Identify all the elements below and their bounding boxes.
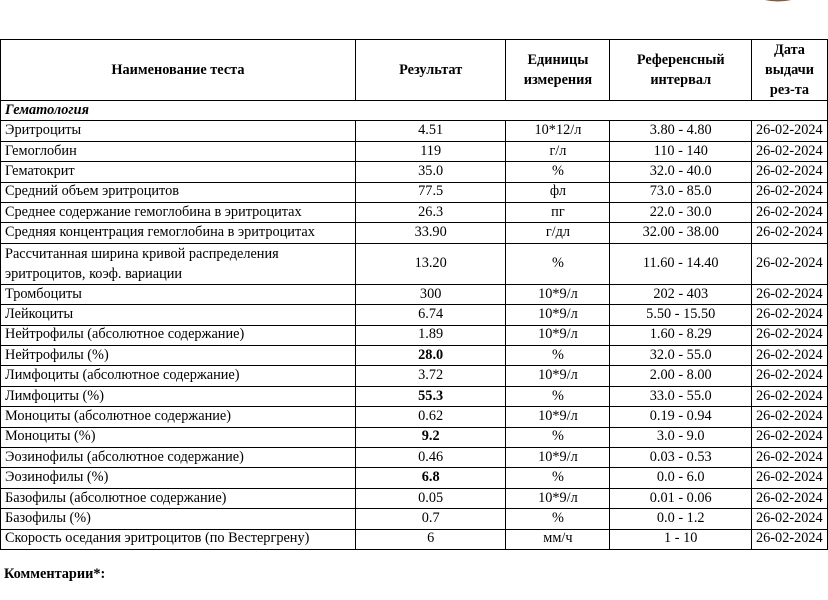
reference-cell: 32.00 - 38.00 xyxy=(610,223,752,243)
reference-cell: 11.60 - 14.40 xyxy=(610,243,752,284)
reference-cell: 1.60 - 8.29 xyxy=(610,325,752,345)
test-name-cell: Нейтрофилы (%) xyxy=(1,345,356,365)
seal-stamp-icon xyxy=(718,0,828,30)
table-row xyxy=(1,141,828,161)
result-cell: 0.62 xyxy=(355,407,506,427)
date-cell: 26-02-2024 xyxy=(751,284,827,304)
result-cell: 119 xyxy=(355,141,506,161)
test-name-cell: Скорость оседания эритроцитов (по Вестергрену) xyxy=(1,529,356,549)
table-row xyxy=(1,182,828,202)
test-name-cell: Тромбоциты xyxy=(1,284,356,304)
unit-cell: фл xyxy=(506,182,610,202)
reference-cell: 0.0 - 6.0 xyxy=(610,468,752,488)
header-units: Единицы измерения xyxy=(506,40,610,101)
unit-cell: г/дл xyxy=(506,223,610,243)
reference-cell: 0.19 - 0.94 xyxy=(610,407,752,427)
reference-cell: 5.50 - 15.50 xyxy=(610,305,752,325)
result-cell: 4.51 xyxy=(355,121,506,141)
result-cell: 9.2 xyxy=(355,427,506,447)
result-cell: 13.20 xyxy=(355,243,506,284)
date-cell: 26-02-2024 xyxy=(751,386,827,406)
reference-cell: 202 - 403 xyxy=(610,284,752,304)
date-cell: 26-02-2024 xyxy=(751,223,827,243)
unit-cell: % xyxy=(506,386,610,406)
table-row xyxy=(1,162,828,182)
test-name-cell: Базофилы (%) xyxy=(1,509,356,529)
date-cell: 26-02-2024 xyxy=(751,121,827,141)
table-row xyxy=(1,121,828,141)
unit-cell: % xyxy=(506,345,610,365)
unit-cell: 10*9/л xyxy=(506,366,610,386)
date-cell: 26-02-2024 xyxy=(751,366,827,386)
table-row xyxy=(1,223,828,243)
result-cell: 6.74 xyxy=(355,305,506,325)
header-reference: Референсный интервал xyxy=(610,40,752,101)
date-cell: 26-02-2024 xyxy=(751,182,827,202)
reference-cell: 0.03 - 0.53 xyxy=(610,447,752,467)
unit-cell: 10*9/л xyxy=(506,305,610,325)
test-name-cell: Рассчитанная ширина кривой распределения эритроцитов, коэф. вариации xyxy=(1,243,356,284)
test-name-cell: Эритроциты xyxy=(1,121,356,141)
date-cell: 26-02-2024 xyxy=(751,325,827,345)
table-row xyxy=(1,488,828,508)
table-row xyxy=(1,427,828,447)
date-cell: 26-02-2024 xyxy=(751,529,827,549)
unit-cell: 10*9/л xyxy=(506,325,610,345)
table-row xyxy=(1,407,828,427)
test-name-cell: Нейтрофилы (абсолютное содержание) xyxy=(1,325,356,345)
unit-cell: % xyxy=(506,243,610,284)
date-cell: 26-02-2024 xyxy=(751,407,827,427)
reference-cell: 3.80 - 4.80 xyxy=(610,121,752,141)
result-cell: 26.3 xyxy=(355,203,506,223)
header-date: Дата выдачи рез-та xyxy=(751,40,827,101)
reference-cell: 32.0 - 55.0 xyxy=(610,345,752,365)
result-cell: 1.89 xyxy=(355,325,506,345)
date-cell: 26-02-2024 xyxy=(751,162,827,182)
header-test-name: Наименование теста xyxy=(1,40,356,101)
table-row xyxy=(1,305,828,325)
table-row xyxy=(1,325,828,345)
test-name-cell: Лимфоциты (%) xyxy=(1,386,356,406)
result-cell: 6 xyxy=(355,529,506,549)
unit-cell: г/л xyxy=(506,141,610,161)
date-cell: 26-02-2024 xyxy=(751,345,827,365)
result-cell: 3.72 xyxy=(355,366,506,386)
unit-cell: 10*12/л xyxy=(506,121,610,141)
reference-cell: 2.00 - 8.00 xyxy=(610,366,752,386)
date-cell: 26-02-2024 xyxy=(751,509,827,529)
unit-cell: мм/ч xyxy=(506,529,610,549)
section-title: Гематология xyxy=(1,101,828,121)
table-row xyxy=(1,529,828,549)
reference-cell: 110 - 140 xyxy=(610,141,752,161)
unit-cell: пг xyxy=(506,203,610,223)
test-name-cell: Эозинофилы (%) xyxy=(1,468,356,488)
test-name-cell: Гемоглобин xyxy=(1,141,356,161)
reference-cell: 22.0 - 30.0 xyxy=(610,203,752,223)
result-cell: 77.5 xyxy=(355,182,506,202)
table-row xyxy=(1,447,828,467)
reference-cell: 33.0 - 55.0 xyxy=(610,386,752,406)
unit-cell: 10*9/л xyxy=(506,284,610,304)
unit-cell: % xyxy=(506,162,610,182)
table-header-row xyxy=(1,40,828,101)
result-cell: 28.0 xyxy=(355,345,506,365)
result-cell: 33.90 xyxy=(355,223,506,243)
result-cell: 0.46 xyxy=(355,447,506,467)
test-name-cell: Средний объем эритроцитов xyxy=(1,182,356,202)
date-cell: 26-02-2024 xyxy=(751,488,827,508)
result-cell: 55.3 xyxy=(355,386,506,406)
test-name-cell: Эозинофилы (абсолютное содержание) xyxy=(1,447,356,467)
table-row xyxy=(1,345,828,365)
unit-cell: % xyxy=(506,468,610,488)
unit-cell: % xyxy=(506,509,610,529)
unit-cell: 10*9/л xyxy=(506,488,610,508)
results-table xyxy=(0,39,828,550)
table-row xyxy=(1,386,828,406)
table-row xyxy=(1,284,828,304)
table-row xyxy=(1,468,828,488)
result-cell: 0.7 xyxy=(355,509,506,529)
date-cell: 26-02-2024 xyxy=(751,447,827,467)
test-name-cell: Гематокрит xyxy=(1,162,356,182)
reference-cell: 32.0 - 40.0 xyxy=(610,162,752,182)
result-cell: 300 xyxy=(355,284,506,304)
unit-cell: 10*9/л xyxy=(506,407,610,427)
reference-cell: 3.0 - 9.0 xyxy=(610,427,752,447)
reference-cell: 1 - 10 xyxy=(610,529,752,549)
test-name-cell: Среднее содержание гемоглобина в эритроцитах xyxy=(1,203,356,223)
header-result: Результат xyxy=(355,40,506,101)
test-name-cell: Средняя концентрация гемоглобина в эритроцитах xyxy=(1,223,356,243)
comment-label: Комментарии*: xyxy=(4,566,106,582)
date-cell: 26-02-2024 xyxy=(751,468,827,488)
test-name-cell: Базофилы (абсолютное содержание) xyxy=(1,488,356,508)
table-row xyxy=(1,203,828,223)
date-cell: 26-02-2024 xyxy=(751,305,827,325)
unit-cell: 10*9/л xyxy=(506,447,610,467)
test-name-cell: Лейкоциты xyxy=(1,305,356,325)
table-row xyxy=(1,509,828,529)
table-row xyxy=(1,243,828,284)
section-row xyxy=(1,101,828,121)
date-cell: 26-02-2024 xyxy=(751,427,827,447)
reference-cell: 73.0 - 85.0 xyxy=(610,182,752,202)
table-row xyxy=(1,366,828,386)
reference-cell: 0.0 - 1.2 xyxy=(610,509,752,529)
result-cell: 35.0 xyxy=(355,162,506,182)
date-cell: 26-02-2024 xyxy=(751,141,827,161)
result-cell: 0.05 xyxy=(355,488,506,508)
test-name-cell: Моноциты (абсолютное содержание) xyxy=(1,407,356,427)
reference-cell: 0.01 - 0.06 xyxy=(610,488,752,508)
unit-cell: % xyxy=(506,427,610,447)
test-name-cell: Моноциты (%) xyxy=(1,427,356,447)
date-cell: 26-02-2024 xyxy=(751,203,827,223)
test-name-cell: Лимфоциты (абсолютное содержание) xyxy=(1,366,356,386)
result-cell: 6.8 xyxy=(355,468,506,488)
date-cell: 26-02-2024 xyxy=(751,243,827,284)
